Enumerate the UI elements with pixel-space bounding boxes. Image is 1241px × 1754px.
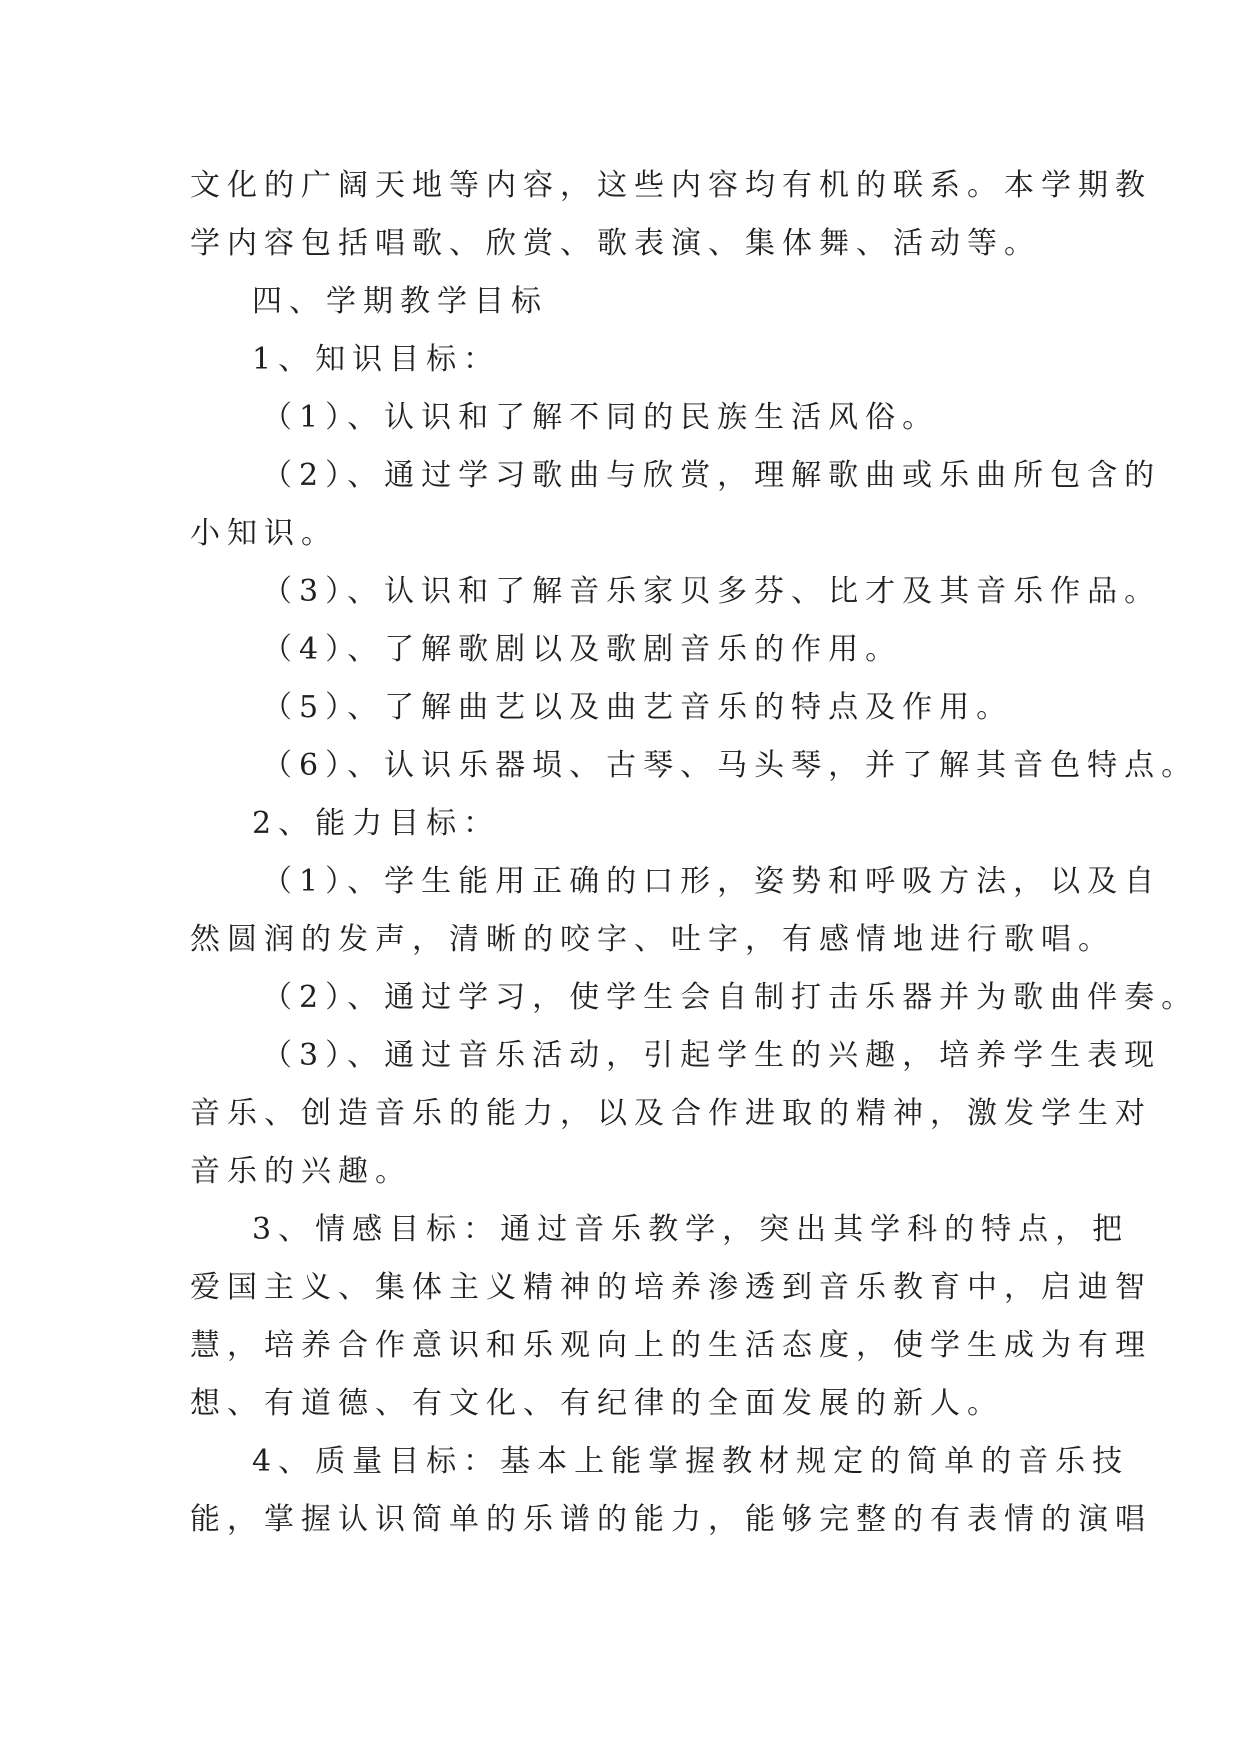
text-line-1: 文化的广阔天地等内容，这些内容均有机的联系。本学期教 bbox=[190, 168, 1152, 203]
list-item-knowledge-5: （5）、了解曲艺以及曲艺音乐的特点及作用。 bbox=[262, 690, 1014, 725]
list-item-knowledge-6: （6）、认识乐器埙、古琴、马头琴，并了解其音色特点。 bbox=[262, 748, 1199, 783]
subheading-ability-goals: 2、能力目标： bbox=[252, 806, 501, 841]
paragraph-quality-goals: 4、质量目标：基本上能掌握教材规定的简单的音乐技 bbox=[252, 1444, 1130, 1479]
list-item-knowledge-2: （2）、通过学习歌曲与欣赏，理解歌曲或乐曲所包含的 bbox=[262, 458, 1162, 493]
list-item-ability-1-cont: 然圆润的发声，清晰的咬字、吐字，有感情地进行歌唱。 bbox=[190, 922, 1115, 957]
paragraph-quality-goals-cont-1: 能，掌握认识简单的乐谱的能力，能够完整的有表情的演唱 bbox=[190, 1502, 1152, 1537]
list-item-knowledge-1: （1）、认识和了解不同的民族生活风俗。 bbox=[262, 400, 940, 435]
list-item-ability-2: （2）、通过学习，使学生会自制打击乐器并为歌曲伴奏。 bbox=[262, 980, 1199, 1015]
paragraph-emotion-goals-cont-2: 慧，培养合作意识和乐观向上的生活态度，使学生成为有理 bbox=[190, 1328, 1152, 1363]
list-item-knowledge-4: （4）、了解歌剧以及歌剧音乐的作用。 bbox=[262, 632, 903, 667]
paragraph-emotion-goals-cont-3: 想、有道德、有文化、有纪律的全面发展的新人。 bbox=[190, 1386, 1004, 1421]
list-item-ability-1: （1）、学生能用正确的口形，姿势和呼吸方法，以及自 bbox=[262, 864, 1162, 899]
text-line-2: 学内容包括唱歌、欣赏、歌表演、集体舞、活动等。 bbox=[190, 226, 1041, 261]
section-heading-teaching-goals: 四、学期教学目标 bbox=[252, 284, 548, 319]
list-item-ability-3: （3）、通过音乐活动，引起学生的兴趣，培养学生表现 bbox=[262, 1038, 1162, 1073]
list-item-knowledge-2-cont: 小知识。 bbox=[190, 516, 338, 551]
list-item-ability-3-cont-1: 音乐、创造音乐的能力，以及合作进取的精神，激发学生对 bbox=[190, 1096, 1152, 1131]
subheading-knowledge-goals: 1、知识目标： bbox=[252, 342, 501, 377]
paragraph-emotion-goals-cont-1: 爱国主义、集体主义精神的培养渗透到音乐教育中，启迪智 bbox=[190, 1270, 1152, 1305]
list-item-knowledge-3: （3）、认识和了解音乐家贝多芬、比才及其音乐作品。 bbox=[262, 574, 1162, 609]
paragraph-emotion-goals: 3、情感目标：通过音乐教学，突出其学科的特点，把 bbox=[252, 1212, 1130, 1247]
list-item-ability-3-cont-2: 音乐的兴趣。 bbox=[190, 1154, 412, 1189]
